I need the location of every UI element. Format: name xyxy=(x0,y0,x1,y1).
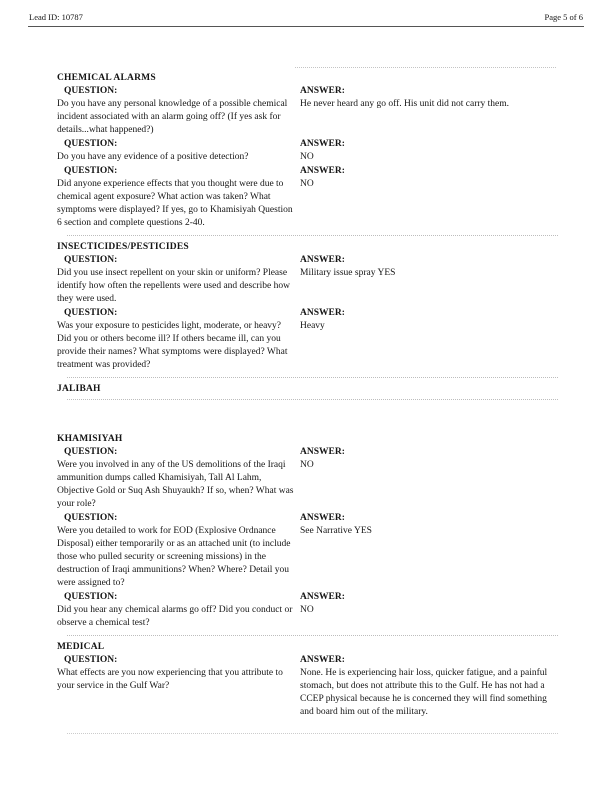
section xyxy=(57,242,560,378)
question-label: QUESTION: xyxy=(64,655,118,665)
answer-label: ANSWER: xyxy=(300,655,345,665)
answer-label: ANSWER: xyxy=(300,513,345,523)
answer-label: ANSWER: xyxy=(300,447,345,457)
answer-label: ANSWER: xyxy=(300,86,345,96)
question-text: Do you have any personal knowledge of a possible chemical incident associated with an alarm going off? (If yes ask for details...what happened?) xyxy=(57,99,288,135)
qa-block xyxy=(57,654,560,719)
question-label: QUESTION: xyxy=(64,592,118,602)
qa-list xyxy=(57,654,560,719)
section xyxy=(57,73,560,236)
qa-block xyxy=(57,138,560,164)
answer-label: ANSWER: xyxy=(300,139,345,149)
answer-label: ANSWER: xyxy=(300,592,345,602)
qa-block xyxy=(57,446,560,511)
section-title: INSECTICIDES/PESTICIDES xyxy=(57,242,189,252)
qa-list xyxy=(57,446,560,630)
question-text: Did anyone experience effects that you thought were due to chemical agent exposure? What action was taken? What symptoms were displayed? If yes, go to Khamisiyah Question 6 section and complete questions 2-40. xyxy=(57,179,293,228)
answer-text: NO xyxy=(300,179,314,189)
section xyxy=(57,642,560,734)
answer-label: ANSWER: xyxy=(300,166,345,176)
section-title: CHEMICAL ALARMS xyxy=(57,73,156,83)
question-label: QUESTION: xyxy=(64,139,118,149)
question-text: What effects are you now experiencing that you attribute to your service in the Gulf War? xyxy=(57,668,283,691)
document-body xyxy=(57,67,560,734)
question-label: QUESTION: xyxy=(64,166,118,176)
qa-block xyxy=(57,254,560,306)
question-text: Did you use insect repellent on your skin or uniform? Please identify how often the repellents were used and describe how they were used. xyxy=(57,268,290,304)
question-label: QUESTION: xyxy=(64,513,118,523)
question-label: QUESTION: xyxy=(64,255,118,265)
qa-block xyxy=(57,85,560,137)
question-text: Was your exposure to pesticides light, moderate, or heavy? Did you or others become ill? If others became ill, can you provide their names? What symptoms were displayed? What treatment was provided? xyxy=(57,321,288,370)
section xyxy=(57,384,560,400)
page-header xyxy=(28,12,584,26)
header-rule xyxy=(28,26,584,27)
lead-id: Lead ID: 10787 xyxy=(29,12,83,22)
question-text: Were you detailed to work for EOD (Explosive Ordnance Disposal) either temporarily or as an attached unit (to include those who pulled security or screening missions) in the destruction of Iraqi ammunitions? When? Where? Detail you were assigned to? xyxy=(57,526,291,588)
answer-text: See Narrative YES xyxy=(300,526,372,536)
answer-text: Heavy xyxy=(300,321,325,331)
section-title: KHAMISIYAH xyxy=(57,434,123,444)
answer-text: NO xyxy=(300,152,314,162)
question-label: QUESTION: xyxy=(64,447,118,457)
section xyxy=(57,434,560,636)
answer-label: ANSWER: xyxy=(300,255,345,265)
answer-text: Military issue spray YES xyxy=(300,268,396,278)
answer-label: ANSWER: xyxy=(300,308,345,318)
question-text: Do you have any evidence of a positive detection? xyxy=(57,152,249,162)
qa-block xyxy=(57,165,560,230)
section-title: JALIBAH xyxy=(57,384,101,394)
answer-text: He never heard any go off. His unit did not carry them. xyxy=(300,99,510,109)
qa-list xyxy=(57,85,560,230)
qa-block xyxy=(57,591,560,630)
answer-text: NO xyxy=(300,605,314,615)
section-title: MEDICAL xyxy=(57,642,105,652)
answer-text: None. He is experiencing hair loss, quicker fatigue, and a painful stomach, but does not attribute this to the Gulf. He has not had a CCEP physical because he is concerned they will find something and board him out of the military. xyxy=(300,668,548,717)
answer-text: NO xyxy=(300,460,314,470)
question-label: QUESTION: xyxy=(64,308,118,318)
question-label: QUESTION: xyxy=(64,86,118,96)
question-text: Did you hear any chemical alarms go off? Did you conduct or observe a chemical test? xyxy=(57,605,293,628)
qa-block xyxy=(57,307,560,372)
qa-block xyxy=(57,512,560,590)
qa-list xyxy=(57,254,560,372)
page-number: Page 5 of 6 xyxy=(544,12,583,22)
question-text: Were you involved in any of the US demolitions of the Iraqi ammunition dumps called Khamisiyah, Tall Al Lahm, Objective Gold or Suq Ash Shuyaukh? If so, when? What was your role? xyxy=(57,460,294,509)
